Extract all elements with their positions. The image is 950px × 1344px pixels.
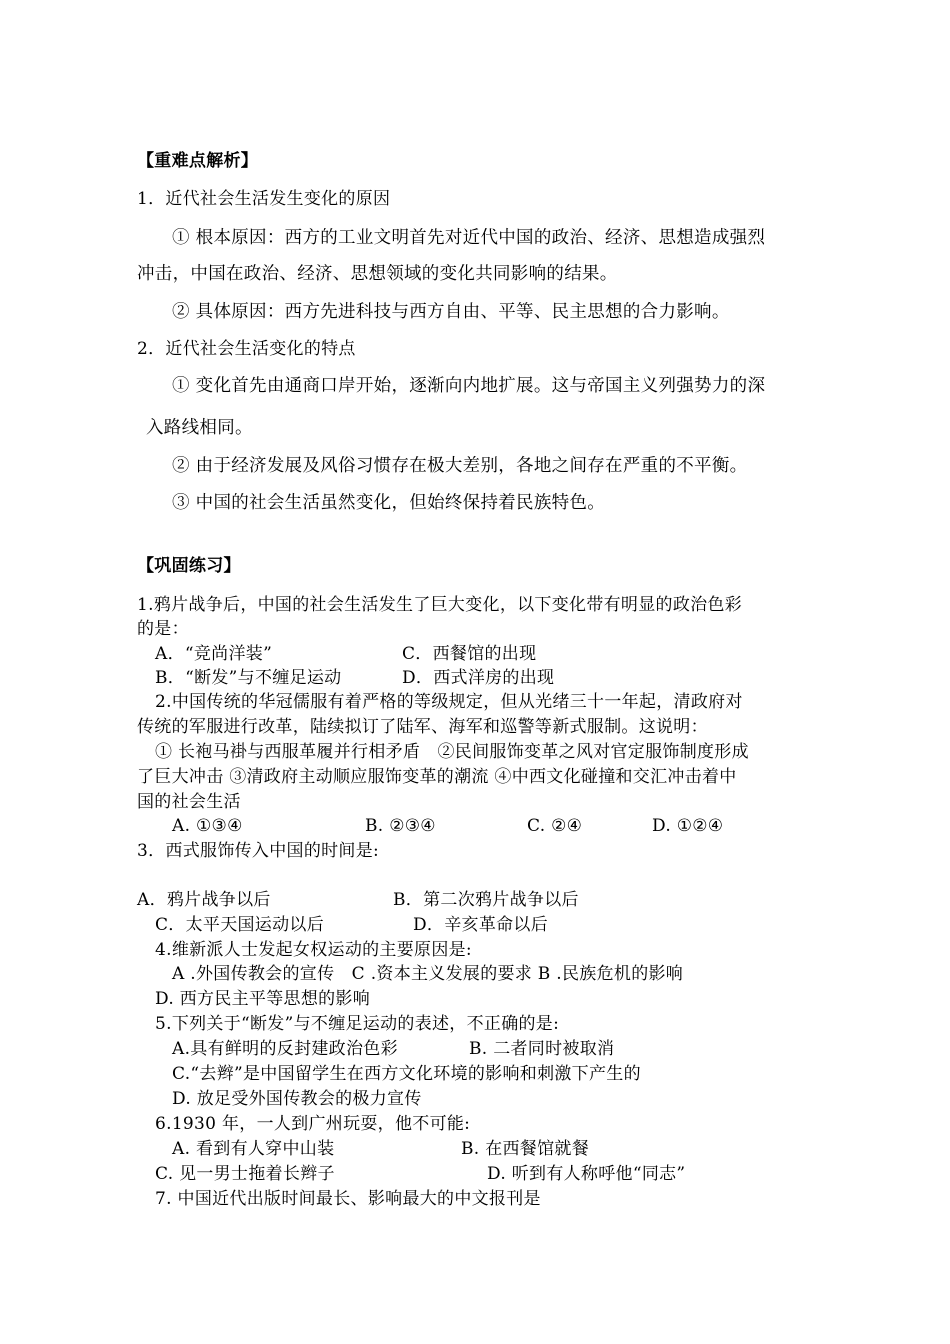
- question-3-line1: 3．西式服饰传入中国的时间是:: [137, 841, 380, 861]
- question-5-option-c: C.“去辫”是中国留学生在西方文化环境的影响和刺激下产生的: [172, 1064, 641, 1084]
- analysis-point-2-title: 2．近代社会生活变化的特点: [137, 339, 356, 359]
- question-6-option-a: A. 看到有人穿中山装: [172, 1139, 335, 1159]
- analysis-point-1b: ② 具体原因：西方先进科技与西方自由、平等、民主思想的合力影响。: [172, 302, 730, 322]
- question-2-line4: 了巨大冲击 ③清政府主动顺应服饰变革的潮流 ④中西文化碰撞和交汇冲击着中: [137, 767, 737, 787]
- question-6-line1: 6.1930 年，一人到广州玩耍，他不可能:: [155, 1114, 471, 1134]
- analysis-point-2a-line1: ① 变化首先由通商口岸开始，逐渐向内地扩展。这与帝国主义列强势力的深: [172, 376, 766, 396]
- question-7-line1: 7. 中国近代出版时间最长、影响最大的中文报刊是: [155, 1189, 541, 1209]
- question-5-option-d: D. 放足受外国传教会的极力宣传: [172, 1089, 422, 1109]
- question-6-option-c: C. 见一男士拖着长辫子: [155, 1164, 335, 1184]
- question-6-option-b: B. 在西餐馆就餐: [461, 1139, 589, 1159]
- question-3-option-a: A．鸦片战争以后: [137, 890, 271, 910]
- analysis-point-1a-line2: 冲击，中国在政治、经济、思想领域的变化共同影响的结果。: [137, 264, 618, 284]
- question-3-option-b: B．第二次鸦片战争以后: [393, 890, 579, 910]
- question-2-line2: 传统的军服进行改革，陆续拟订了陆军、海军和巡警等新式服制。这说明：: [137, 717, 708, 737]
- question-5-option-a: A.具有鲜明的反封建政治色彩: [172, 1039, 398, 1059]
- question-1-option-b: B．“断发”与不缠足运动: [155, 668, 342, 688]
- question-1-line1: 1.鸦片战争后，中国的社会生活发生了巨大变化，以下变化带有明显的政治色彩: [137, 595, 743, 615]
- question-2-line3: ① 长袍马褂与西服革履并行相矛盾 ②民间服饰变革之风对官定服饰制度形成: [155, 742, 749, 762]
- question-3-option-d: D．辛亥革命以后: [413, 915, 549, 935]
- question-3-option-c: C．太平天国运动以后: [155, 915, 325, 935]
- question-1-option-c: C．西餐馆的出现: [402, 644, 537, 664]
- question-4-line1: 4.维新派人士发起女权运动的主要原因是:: [155, 940, 472, 960]
- question-4-options-abc: A .外国传教会的宣传 C .资本主义发展的要求 B .民族危机的影响: [172, 964, 684, 984]
- question-1-option-a: A．“竞尚洋装”: [155, 644, 273, 664]
- analysis-point-2a-line2: 入路线相同。: [146, 418, 253, 438]
- analysis-point-1-title: 1．近代社会生活发生变化的原因: [137, 189, 391, 209]
- question-2-line1: 2.中国传统的华冠儒服有着严格的等级规定，但从光绪三十一年起，清政府对: [155, 692, 743, 712]
- analysis-point-2c: ③ 中国的社会生活虽然变化，但始终保持着民族特色。: [172, 493, 606, 513]
- question-2-option-b: B. ②③④: [365, 816, 436, 836]
- question-5-line1: 5.下列关于“断发”与不缠足运动的表述，不正确的是:: [155, 1014, 560, 1034]
- section-heading-analysis: 【重难点解析】: [137, 151, 259, 171]
- question-1-line2: 的是：: [137, 619, 189, 639]
- question-2-option-a: A. ①③④: [172, 816, 243, 836]
- question-2-option-c: C. ②④: [527, 816, 583, 836]
- question-6-option-d: D. 听到有人称呼他“同志”: [487, 1164, 686, 1184]
- analysis-point-2b: ② 由于经济发展及风俗习惯存在极大差别，各地之间存在严重的不平衡。: [172, 456, 748, 476]
- question-4-option-d: D. 西方民主平等思想的影响: [155, 989, 371, 1009]
- question-5-option-b: B. 二者同时被取消: [469, 1039, 615, 1059]
- section-heading-practice: 【巩固练习】: [137, 556, 241, 576]
- question-2-option-d: D. ①②④: [652, 816, 724, 836]
- question-1-option-d: D．西式洋房的出现: [402, 668, 555, 688]
- question-2-line5: 国的社会生活: [137, 792, 241, 812]
- analysis-point-1a-line1: ① 根本原因：西方的工业文明首先对近代中国的政治、经济、思想造成强烈: [172, 228, 766, 248]
